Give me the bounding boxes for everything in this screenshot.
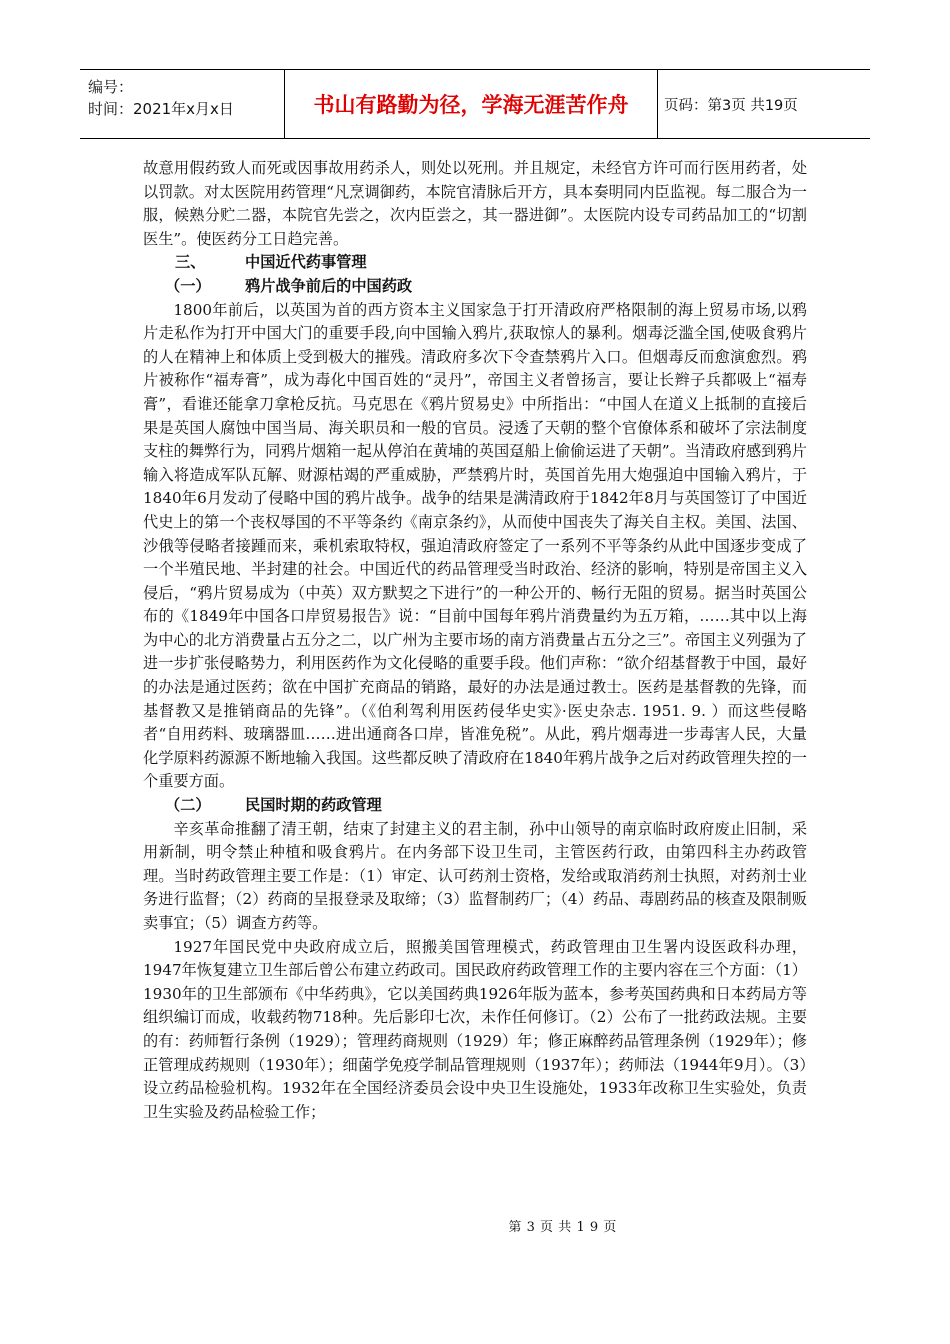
document-number-label: 编号： <box>88 78 134 96</box>
header-motto: 书山有路勤为径，学海无涯苦作舟 <box>284 70 658 138</box>
section-heading-three <box>143 251 807 275</box>
subsection-title: 民国时期的药政管理 <box>245 796 382 815</box>
document-time-label: 时间：2021年x月x日 <box>88 100 234 118</box>
paragraph: 辛亥革命推翻了清王朝，结束了封建主义的君主制，孙中山领导的南京临时政府废止旧制，采用新制，明令禁止种植和吸食鸦片。在内务部下设卫生司，主管医药行政，由第四科主办药政管理。当时药政管理主要工作是：（1）审定、认可药剂士资格，发给或取消药剂士执照，对药剂士业务进行监督；（2）药商的呈报登录及取缔；（3）监督制药厂；（4）药品、毒剧药品的核查及限制贩卖事宜；（5）调查方药等。 <box>143 819 807 932</box>
header-meta <box>80 70 284 138</box>
paragraph: 1927年国民党中央政府成立后，照搬美国管理模式，药政管理由卫生署内设医政科办理，1947年恢复建立卫生部后曾公布建立药政司。国民政府药政管理工作的主要内容在三个方面：（1）1930年的卫生部颁布《中华药典》，它以美国药典1926年版为蓝本，参考英国药典和日本药局方等组织编订而成，收载药物718种。先后影印七次，未作任何修订。（2）公布了一批药政法规。主要的有：药师暂行条例（1929）；管理药商规则（1929）年；修正麻醉药品管理条例（1929年）；修正管理成药规则（1930年）；细菌学免疫学制品管理规则（1937年）；药师法（1944年9月）。（3）设立药品检验机构。1932年在全国经济委员会设中央卫生设施处，1933年改称卫生实验处，负责卫生实验及药品检验工作； <box>143 937 807 1121</box>
section-number: 三、 <box>175 253 206 272</box>
document-header <box>80 69 870 139</box>
header-page-info: 页码：第3页 共19页 <box>664 97 798 114</box>
paragraph: 1800年前后，以英国为首的西方资本主义国家急于打开清政府严格限制的海上贸易市场,以鸦片走私作为打开中国大门的重要手段,向中国输入鸦片,获取惊人的暴利。烟毒泛滥全国,使吸食鸦片的人在精神上和体质上受到极大的摧残。清政府多次下令查禁鸦片入口。但烟毒反而愈演愈烈。鸦片被称作“福寿膏”，成为毒化中国百姓的“灵丹”，帝国主义者曾扬言，要让长辫子兵都吸上“福寿膏”，看谁还能拿刀拿枪反抗。马克思在《鸦片贸易史》中所指出：“中国人在道义上抵制的直接后果是英国人腐蚀中国当局、海关职员和一般的官员。浸透了天朝的整个官僚体系和破坏了宗法制度支柱的舞弊行为，同鸦片烟箱一起从停泊在黄埔的英国趸船上偷偷运进了天朝”。当清政府感到鸦片输入将造成军队瓦解、财源枯竭的严重威胁，严禁鸦片时，英国首先用大炮强迫中国输入鸦片，于 1840年6月发动了侵略中国的鸦片战争。战争的结果是满清政府于1842年8月与英国签订了中国近代史上的第一个丧权辱国的不平等条约《南京条约》，从而使中国丧失了海关自主权。美国、法国、沙俄等侵略者接踵而来，乘机索取特权，强迫清政府签定了一系列不平等条约从此中国逐步变成了一个半殖民地、半封建的社会。中国近代的药品管理受当时政治、经济的影响，特别是帝国主义入侵后，“鸦片贸易成为（中英）双方默契之下进行”的一种公开的、畅行无阻的贸易。据当时英国公布的《1849年中国各口岸贸易报告》说：“目前中国每年鸦片消费量约为五万箱，……其中以上海为中心的北方消费量占五分之二，以广州为主要市场的南方消费量占五分之三”。帝国主义列强为了进一步扩张侵略势力，利用医药作为文化侵略的重要手段。他们声称：“欲介绍基督教于中国，最好的办法是通过医药；欲在中国扩充商品的销路，最好的办法是通过教士。医药是基督教的先锋，而基督教又是推销商品的先锋”。（《伯利驾利用医药侵华史实》·医史杂志. 1951. 9. ）而这些侵略者“自用药料、玻璃器皿……进出通商各口岸，皆准免税”。从此，鸦片烟毒进一步毒害人民，大量化学原料药源源不断地输入我国。这些都反映了清政府在1840年鸦片战争之后对药政管理失控的一个重要方面。 <box>143 300 807 791</box>
document-body <box>143 157 807 1124</box>
paragraph: 故意用假药致人而死或因事故用药杀人，则处以死刑。并且规定，未经官方许可而行医用药者，处以罚款。对太医院用药管理“凡烹调御药，本院官清脉后开方，具本奏明同内臣监视。每二服合为一服，候熟分贮二器，本院官先尝之，次内臣尝之，其一器进御”。太医院内设专司药品加工的“切割医生”。使医药分工日趋完善。 <box>143 159 807 248</box>
subsection-title: 鸦片战争前后的中国药政 <box>245 276 413 295</box>
page-footer: 第3页共19页 <box>508 1220 622 1235</box>
subsection-number: （一） <box>165 276 211 295</box>
section-title: 中国近代药事管理 <box>245 253 367 272</box>
subsection-number: （二） <box>165 796 211 815</box>
subsection-heading-one <box>143 275 807 299</box>
subsection-heading-two <box>143 794 807 818</box>
